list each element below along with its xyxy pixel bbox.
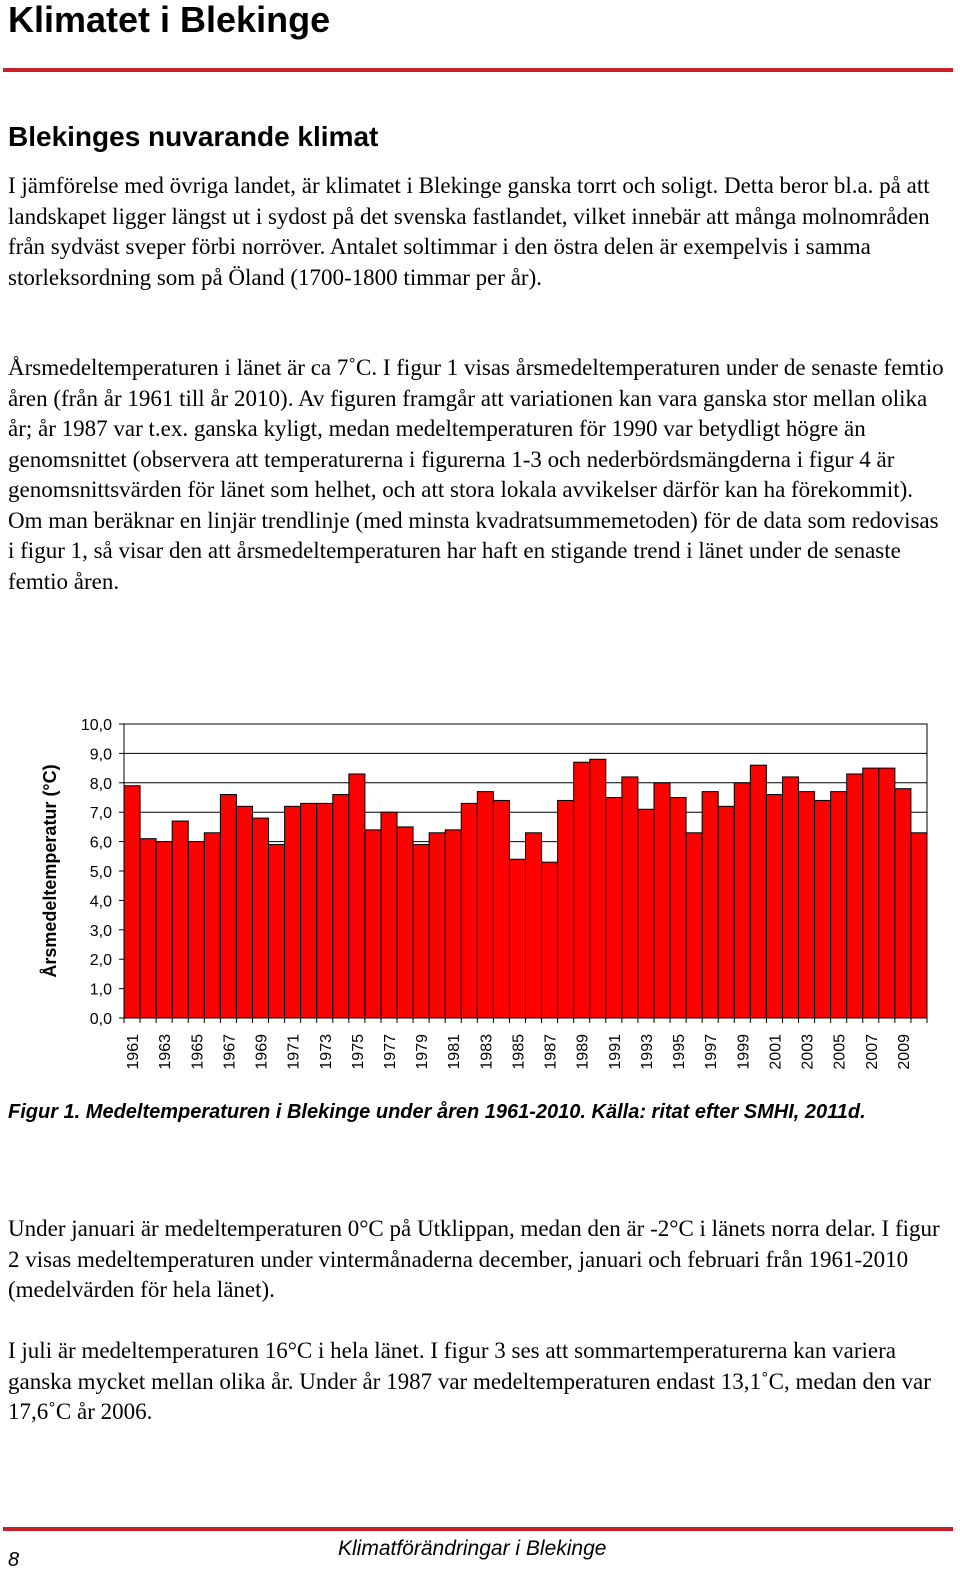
x-tick-label: 2005 — [831, 1034, 849, 1070]
x-tick-label: 2009 — [895, 1034, 913, 1070]
bar-1998 — [718, 806, 734, 1018]
bar-1966 — [204, 833, 220, 1018]
x-tick-label: 2007 — [863, 1034, 881, 1070]
bar-1974 — [333, 795, 349, 1018]
header-divider — [3, 68, 953, 72]
x-tick-label: 1981 — [446, 1034, 464, 1070]
x-tick-label: 1999 — [735, 1034, 753, 1070]
x-tick-label: 1995 — [671, 1034, 689, 1070]
x-tick-label: 2003 — [799, 1034, 817, 1070]
y-tick-label: 7,0 — [89, 805, 112, 823]
bar-1995 — [670, 798, 686, 1019]
paragraph-climate-intro: I jämförelse med övriga landet, är klimatet i Blekinge ganska torrt och soligt. Detta beror bl.a. på att landskapet ligger längst ut i sydost på det svenska fastlandet, vilket innebär att många molnområden från sydväst sveper förbi norröver. Antalet soltimmar i den östra delen är exempelvis i samma storleksordning som på Öland (1700-1800 timmar per år). — [8, 173, 930, 290]
bar-1983 — [477, 792, 493, 1018]
x-tick-label: 1993 — [638, 1034, 656, 1070]
bar-1986 — [526, 833, 542, 1018]
y-tick-label: 6,0 — [89, 834, 112, 852]
bar-1978 — [397, 827, 413, 1018]
x-tick-label: 1967 — [221, 1034, 239, 1070]
bar-2004 — [815, 800, 831, 1018]
bar-1999 — [734, 783, 750, 1018]
bar-2008 — [879, 768, 895, 1018]
bar-1981 — [445, 830, 461, 1018]
bar-1971 — [285, 806, 301, 1018]
x-tick-label: 1979 — [414, 1034, 432, 1070]
x-tick-label: 1977 — [381, 1034, 399, 1070]
section-heading: Blekinges nuvarande klimat — [8, 121, 379, 152]
bar-1973 — [317, 803, 333, 1018]
bar-2005 — [831, 792, 847, 1018]
bar-1984 — [493, 800, 509, 1018]
bar-1961 — [124, 786, 140, 1018]
bar-1994 — [654, 783, 670, 1018]
paragraph-january-temperature: Under januari är medeltemperaturen 0°C på Utklippan, medan den är -2°C i länets norra delar. I figur 2 visas medeltemperaturen under vintermånaderna december, januari och februari från 1961-2010 (medelvärden för hela länet). — [8, 1216, 940, 1302]
bar-2001 — [766, 795, 782, 1018]
page-number: 8 — [8, 1549, 20, 1571]
bar-1993 — [638, 809, 654, 1018]
bar-2006 — [847, 774, 863, 1018]
y-tick-label: 4,0 — [89, 893, 112, 911]
bar-1985 — [509, 859, 525, 1018]
paragraph-annual-temperature: Årsmedeltemperaturen i länet är ca 7˚C. I figur 1 visas årsmedeltemperaturen under de senaste femtio åren (från år 1961 till år 2010). Av figuren framgår att variationen kan vara ganska stor mellan olika år; år 1987 var t.ex. ganska kyligt, medan medeltemperaturen för 1990 var betydligt högre än genomsnittet (observera att temperaturerna i figurerna 1-3 och nederbördsmängderna i figur 4 är genomsnittsvärden för länet som helhet, och att stora lokala avvikelser därför kan ha förekommit). Om man beräknar en linjär trendlinje (med minsta kvadratsummemetoden) för de data som redovisas i figur 1, så visar den att årsmedeltemperaturen har haft en stigande trend i länet under de senaste femtio åren. — [8, 355, 944, 594]
bar-1988 — [558, 800, 574, 1018]
footer-title: Klimatförändringar i Blekinge — [338, 1537, 607, 1560]
bar-1976 — [365, 830, 381, 1018]
x-tick-label: 1963 — [157, 1034, 175, 1070]
bar-1991 — [606, 798, 622, 1019]
figure-caption: Figur 1. Medeltemperaturen i Blekinge under åren 1961-2010. Källa: ritat efter SMHI, 2011d. — [8, 1101, 866, 1123]
bar-1970 — [269, 845, 285, 1018]
page-title: Klimatet i Blekinge — [8, 0, 331, 40]
x-tick-label: 1983 — [478, 1034, 496, 1070]
x-tick-label: 1975 — [349, 1034, 367, 1070]
bar-1977 — [381, 812, 397, 1018]
bar-1965 — [188, 842, 204, 1018]
annual-temperature-chart — [0, 700, 960, 1090]
bar-1982 — [461, 803, 477, 1018]
bar-1992 — [622, 777, 638, 1018]
y-tick-label: 1,0 — [89, 981, 112, 999]
x-tick-label: 1971 — [285, 1034, 303, 1070]
y-axis-label: Årsmedeltemperatur (°C) — [40, 764, 60, 978]
bar-1962 — [140, 839, 156, 1018]
y-tick-label: 0,0 — [89, 1011, 112, 1028]
bar-1980 — [429, 833, 445, 1018]
bar-1990 — [590, 759, 606, 1018]
y-tick-label: 9,0 — [89, 746, 112, 764]
bar-1987 — [542, 862, 558, 1018]
x-tick-label: 1997 — [703, 1034, 721, 1070]
x-tick-label: 1973 — [317, 1034, 335, 1070]
bar-1968 — [236, 806, 252, 1018]
bar-2002 — [782, 777, 798, 1018]
x-tick-label: 1969 — [253, 1034, 271, 1070]
y-tick-label: 8,0 — [89, 775, 112, 793]
bar-1963 — [156, 842, 172, 1018]
bar-2009 — [895, 789, 911, 1018]
bar-2003 — [799, 792, 815, 1018]
y-tick-label: 10,0 — [80, 717, 112, 734]
bar-1979 — [413, 845, 429, 1018]
bar-1989 — [574, 762, 590, 1018]
y-tick-label: 5,0 — [89, 864, 112, 881]
bar-1975 — [349, 774, 365, 1018]
bar-2010 — [911, 833, 927, 1018]
x-tick-label: 1991 — [606, 1034, 624, 1070]
x-tick-label: 1961 — [125, 1034, 143, 1070]
x-tick-label: 1985 — [510, 1034, 528, 1070]
y-tick-label: 3,0 — [89, 922, 112, 940]
bar-1997 — [702, 792, 718, 1018]
bar-1967 — [220, 795, 236, 1018]
bar-1972 — [301, 803, 317, 1018]
bar-1996 — [686, 833, 702, 1018]
x-tick-label: 2001 — [767, 1034, 785, 1070]
footer-divider — [3, 1527, 953, 1531]
x-tick-label: 1965 — [189, 1034, 207, 1070]
bar-2007 — [863, 768, 879, 1018]
bar-1964 — [172, 821, 188, 1018]
paragraph-july-temperature: I juli är medeltemperaturen 16°C i hela länet. I figur 3 ses att sommartemperaturerna kan variera ganska mycket mellan olika år. Under år 1987 var medeltemperaturen endast 13,1˚C, medan den var 17,6˚C år 2006. — [8, 1338, 931, 1424]
bar-2000 — [750, 765, 766, 1018]
x-tick-label: 1989 — [574, 1034, 592, 1070]
x-tick-label: 1987 — [542, 1034, 560, 1070]
bar-1969 — [252, 818, 268, 1018]
y-tick-label: 2,0 — [89, 952, 112, 970]
